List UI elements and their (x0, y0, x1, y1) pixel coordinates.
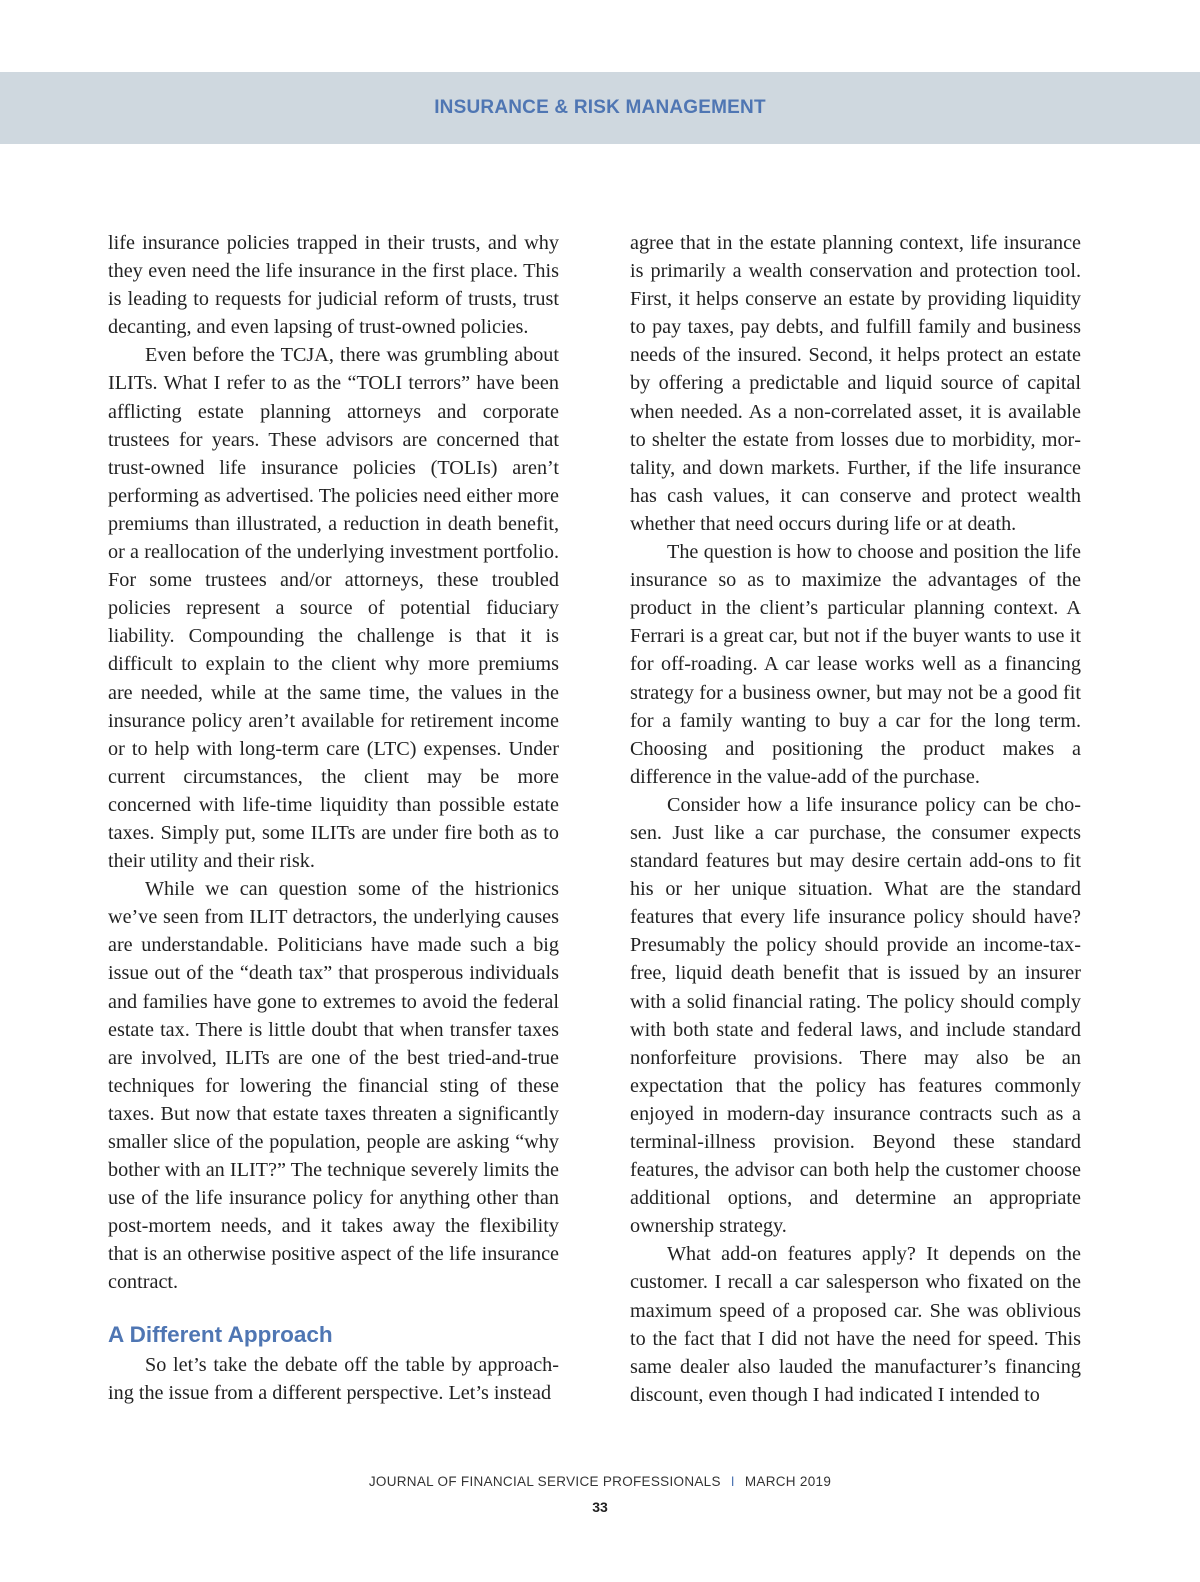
subheading: A Different Approach (108, 1321, 333, 1347)
footer-separator: I (730, 1474, 735, 1489)
paragraph: life insurance policies trapped in their trusts, and why they even need the life insurance in the first place. This is leading to requests for judicial reform of trusts, trust decanting, and even lapsing of trust-owned policies. (108, 232, 559, 339)
page-footer (0, 1474, 1200, 1489)
section-title: INSURANCE & RISK MANAGEMENT (434, 97, 766, 118)
section-header-band (0, 72, 1200, 144)
paragraph: agree that in the estate planning context, life insurance is primarily a wealth conservation and protection tool. First, it helps conserve an estate by providing liquidity to pay taxes, pay debts, and fulfill family and business needs of the insured. Second, it helps protect an estate by offering a predictable and liquid source of capital when needed. As a non-correlated asset, it is available to shelter the estate from losses due to morbidity, mortality, and down markets. Further, if the life insurance has cash values, it can conserve and protect wealth whether that need occurs during life or at death. (630, 232, 1081, 535)
paragraph: What add-on features apply? It depends on the customer. I recall a car salesperson who fixated on the maximum speed of a proposed car. She was oblivious to the fact that I did not have the need for speed. This same dealer also lauded the manufacturer’s financing discount, even though I had indicated I intended to (630, 1243, 1081, 1406)
paragraph: Consider how a life insurance policy can be chosen. Just like a car purchase, the consumer expects standard features but may desire certain add-ons to fit his or her unique situation. What are the standard features that every life insurance policy should have? Presumably the policy should provide an income-tax-free, liquid death benefit that is issued by an insurer with a solid financial rating. The policy should comply with both state and federal laws, and include standard nonforfeiture provisions. There may also be an expectation that the policy has features commonly enjoyed in modern-day insurance contracts such as a terminal-illness provision. Beyond these standard features, the advisor can both help the customer choose additional options, and determine an appropriate ownership strategy. (630, 793, 1081, 1238)
paragraph: Even before the TCJA, there was grumbling about ILITs. What I refer to as the “TOLI terrors” have been afflicting estate planning attorneys and corporate trustees for years. These advisors are concerned that trust-owned life insurance policies (TOLIs) aren’t performing as advertised. The policies need either more premiums than illustrated, a reduction in death benefit, or a reallocation of the underlying investment portfolio. For some trustees and/or attorneys, these troubled policies represent a source of potential fiduciary liability. Compounding the challenge is that it is difficult to explain to the client why more premiums are needed, while at the same time, the values in the insurance policy aren’t available for retirement income or to help with long-term care (LTC) expenses. Under current circumstances, the client may be more concerned with life-time liquidity than possible estate taxes. Simply put, some ILITs are under fire both as to their utility and their risk. (108, 344, 559, 873)
issue-date: MARCH 2019 (744, 1474, 832, 1489)
right-text-column (630, 229, 1081, 1409)
paragraph: The question is how to choose and position the life insurance so as to maximize the advantages of the product in the client’s particular planning context. A Ferrari is a great car, but not if the buyer wants to use it for off-roading. A car lease works well as a financing strategy for a business owner, but may not be a good fit for a family wanting to buy a car for the long term. Choosing and positioning the product makes a difference in the value-add of the purchase. (630, 541, 1081, 788)
journal-name: JOURNAL OF FINANCIAL SERVICE PROFESSIONALS (368, 1474, 721, 1489)
paragraph: So let’s take the debate off the table by approaching the issue from a different perspective. Let’s instead (108, 1353, 559, 1404)
paragraph: While we can question some of the histrionics we’ve seen from ILIT detractors, the underlying causes are understandable. Politicians have made such a big issue out of the “death tax” that prosperous individuals and families have gone to extremes to avoid the federal estate tax. There is little doubt that when transfer taxes are involved, ILITs are one of the best tried-and-true techniques for lowering the financial sting of these taxes. But now that estate taxes threaten a significantly smaller slice of the population, people are asking “why bother with an ILIT?” The technique severely limits the use of the life insurance policy for anything other than post-mortem needs, and it takes away the flexibility that is an otherwise positive aspect of the life insurance contract. (108, 878, 559, 1294)
left-text-column (108, 229, 559, 1407)
page-number: 33 (592, 1499, 608, 1515)
